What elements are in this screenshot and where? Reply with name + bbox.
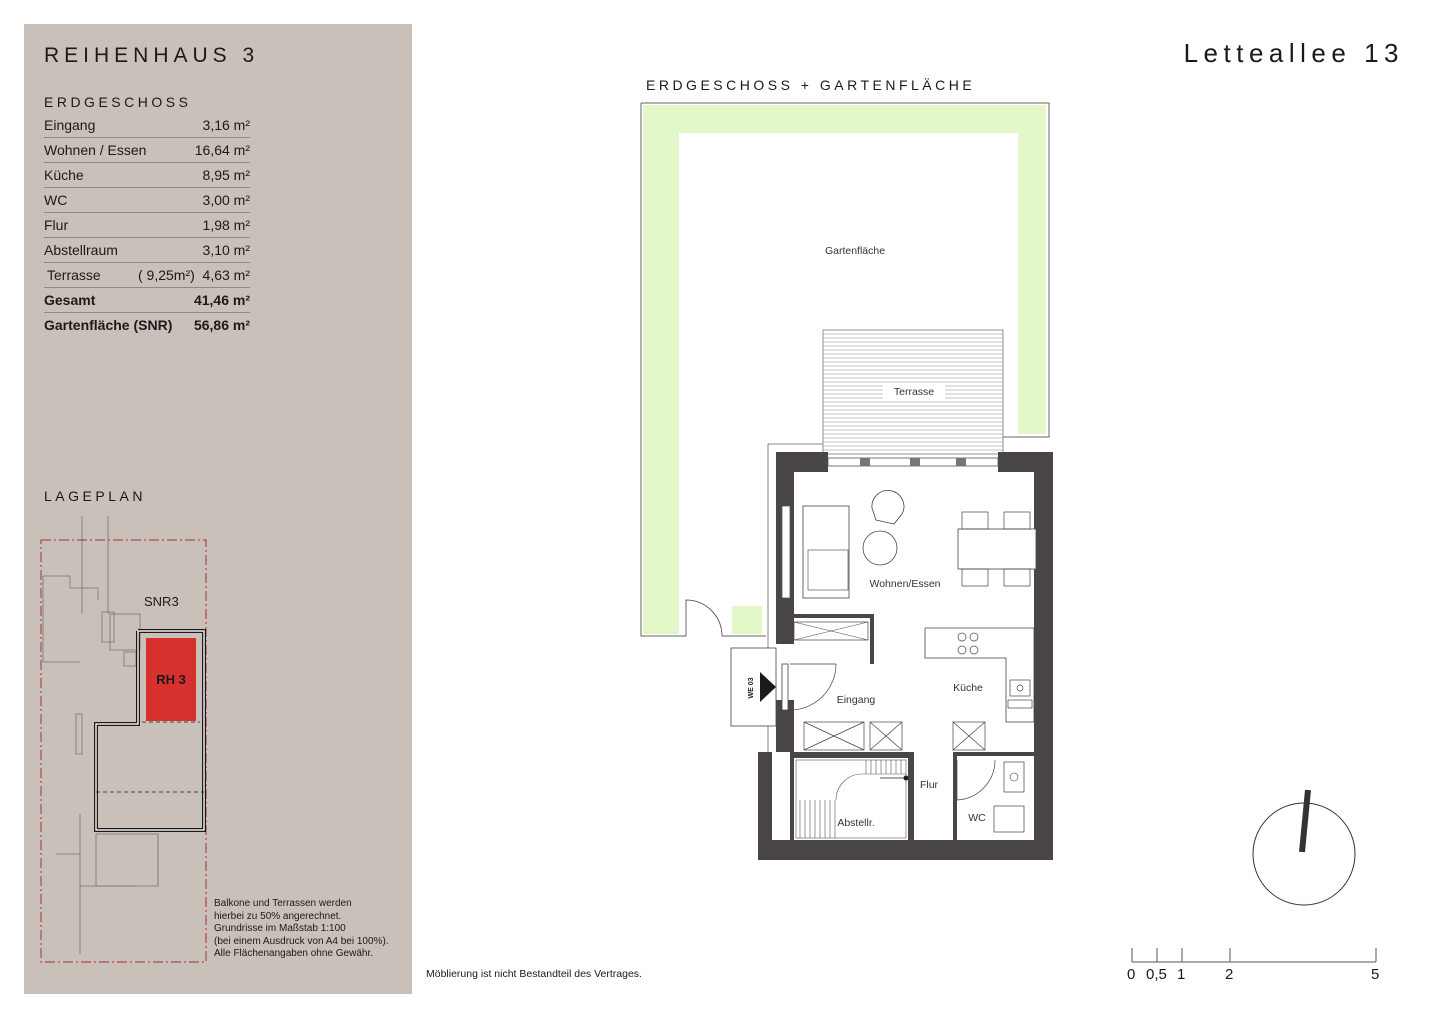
address-title: Letteallee 13 — [1183, 38, 1404, 68]
scale-bar — [1120, 944, 1390, 964]
north-arrow-icon — [1246, 784, 1362, 908]
furniture-note: Möblierung ist nicht Bestandteil des Vertrages. — [426, 968, 642, 980]
info-panel — [24, 24, 412, 994]
area-row: Wohnen / Essen 16,64 m² — [44, 138, 250, 163]
garden-row: Gartenfläche (SNR) 56,86 m² — [44, 317, 250, 333]
unit-label: RH 3 — [156, 672, 186, 687]
scale-label: 0,5 — [1146, 966, 1167, 983]
calculation-note: Balkone und Terrassen werden hierbei zu 50% angerechnet. Grundrisse im Maßstab 1:100 (bei einem Ausdruck von A4 bei 100%). Alle Flächenangaben ohne Gewähr. — [214, 898, 389, 959]
hall-label: Flur — [919, 779, 939, 791]
area-table — [44, 113, 250, 337]
storage-label: Abstellr. — [837, 817, 875, 829]
area-row: Küche 8,95 m² — [44, 163, 250, 188]
area-row: WC 3,00 m² — [44, 188, 250, 213]
terrace-label: Terrasse — [893, 386, 935, 398]
site-plan-drawing — [40, 514, 210, 964]
kitchen-label: Küche — [953, 682, 983, 694]
scale-label: 1 — [1177, 966, 1186, 983]
scale-label: 2 — [1225, 966, 1234, 983]
total-row: Gesamt 41,46 m² — [44, 288, 250, 313]
area-row: Abstellraum 3,10 m² — [44, 238, 250, 263]
floor-plan-title: ERDGESCHOSS + GARTENFLÄCHE — [646, 77, 976, 93]
area-row: Flur 1,98 m² — [44, 213, 250, 238]
wc-label: WC — [968, 812, 986, 824]
unit-tag: WE 03 — [748, 677, 755, 699]
living-label: Wohnen/Essen — [869, 578, 941, 590]
floor-heading: ERDGESCHOSS — [44, 94, 192, 110]
scale-label: 0 — [1127, 966, 1136, 983]
area-row: Eingang 3,16 m² — [44, 113, 250, 138]
snr-label: SNR3 — [144, 594, 179, 609]
house-title: REIHENHAUS 3 — [44, 44, 260, 67]
floor-plan — [620, 95, 1080, 875]
scale-label: 5 — [1371, 966, 1380, 983]
garden-label: Gartenfläche — [824, 245, 886, 257]
siteplan-heading: LAGEPLAN — [44, 488, 146, 504]
entrance-label: Eingang — [836, 694, 876, 706]
area-row: Terrasse ( 9,25m²) 4,63 m² — [44, 263, 250, 288]
